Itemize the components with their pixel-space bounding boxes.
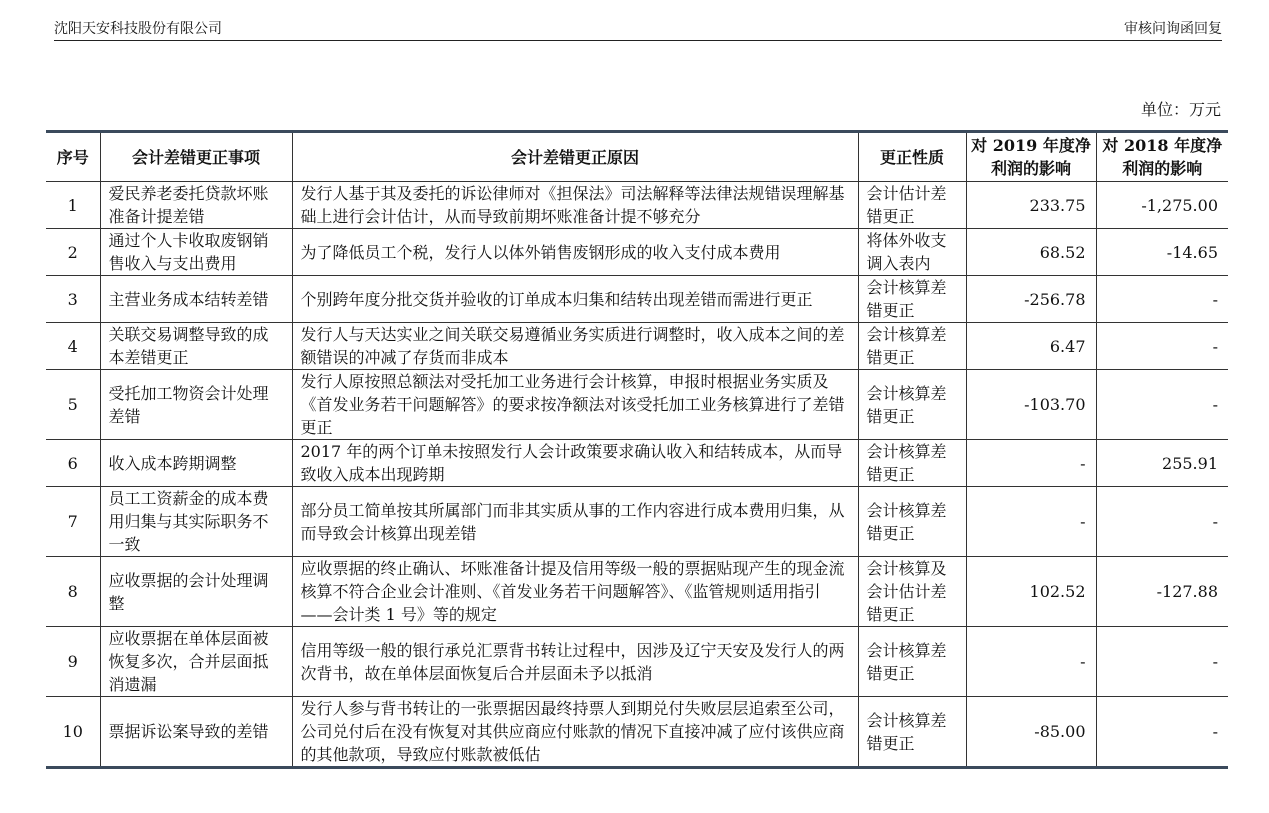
table-row bbox=[46, 323, 1228, 370]
table-row bbox=[46, 557, 1228, 627]
col-header-item: 会计差错更正事项 bbox=[100, 132, 292, 182]
col-header-reason: 会计差错更正原因 bbox=[292, 132, 858, 182]
cell-nature: 会计核算差错更正 bbox=[858, 440, 966, 487]
cell-reason: 发行人与天达实业之间关联交易遵循业务实质进行调整时，收入成本之间的差额错误的冲减了存货而非成本 bbox=[292, 323, 858, 370]
cell-reason: 发行人参与背书转让的一张票据因最终持票人到期兑付失败层层追索至公司，公司兑付后在没有恢复对其供应商应付账款的情况下直接冲减了应付该供应商的其他款项，导致应付账款被低估 bbox=[292, 697, 858, 768]
cell-item: 应收票据在单体层面被恢复多次，合并层面抵消遗漏 bbox=[100, 627, 292, 697]
cell-item: 关联交易调整导致的成本差错更正 bbox=[100, 323, 292, 370]
cell-seq: 9 bbox=[46, 627, 100, 697]
table-row bbox=[46, 697, 1228, 768]
cell-2019: - bbox=[966, 440, 1096, 487]
cell-nature: 会计核算及会计估计差错更正 bbox=[858, 557, 966, 627]
cell-2018: - bbox=[1096, 323, 1228, 370]
cell-2018: - bbox=[1096, 370, 1228, 440]
cell-reason: 个别跨年度分批交货并验收的订单成本归集和结转出现差错而需进行更正 bbox=[292, 276, 858, 323]
cell-item: 通过个人卡收取废钢销售收入与支出费用 bbox=[100, 229, 292, 276]
cell-seq: 8 bbox=[46, 557, 100, 627]
cell-item: 收入成本跨期调整 bbox=[100, 440, 292, 487]
col-header-nature: 更正性质 bbox=[858, 132, 966, 182]
table-row bbox=[46, 229, 1228, 276]
cell-2018: 255.91 bbox=[1096, 440, 1228, 487]
cell-nature: 会计核算差错更正 bbox=[858, 276, 966, 323]
company-name: 沈阳天安科技股份有限公司 bbox=[54, 21, 222, 37]
cell-reason: 应收票据的终止确认、坏账准备计提及信用等级一般的票据贴现产生的现金流核算不符合企业会计准则、《首发业务若干问题解答》、《监管规则适用指引——会计类 1 号》等的规定 bbox=[292, 557, 858, 627]
cell-seq: 4 bbox=[46, 323, 100, 370]
cell-2018: - bbox=[1096, 697, 1228, 768]
cell-nature: 将体外收支调入表内 bbox=[858, 229, 966, 276]
cell-reason: 为了降低员工个税，发行人以体外销售废钢形成的收入支付成本费用 bbox=[292, 229, 858, 276]
cell-2018: - bbox=[1096, 487, 1228, 557]
cell-reason: 2017 年的两个订单未按照发行人会计政策要求确认收入和结转成本，从而导致收入成本出现跨期 bbox=[292, 440, 858, 487]
cell-item: 爱民养老委托贷款坏账准备计提差错 bbox=[100, 182, 292, 229]
cell-nature: 会计核算差错更正 bbox=[858, 697, 966, 768]
table-row bbox=[46, 276, 1228, 323]
col-header-seq: 序号 bbox=[46, 132, 100, 182]
table-row bbox=[46, 627, 1228, 697]
cell-item: 主营业务成本结转差错 bbox=[100, 276, 292, 323]
cell-seq: 6 bbox=[46, 440, 100, 487]
cell-item: 受托加工物资会计处理差错 bbox=[100, 370, 292, 440]
cell-2019: 6.47 bbox=[966, 323, 1096, 370]
cell-nature: 会计核算差错更正 bbox=[858, 323, 966, 370]
cell-nature: 会计核算差错更正 bbox=[858, 627, 966, 697]
table-row bbox=[46, 487, 1228, 557]
cell-seq: 3 bbox=[46, 276, 100, 323]
cell-2018: - bbox=[1096, 627, 1228, 697]
correction-table bbox=[46, 130, 1228, 769]
cell-reason: 信用等级一般的银行承兑汇票背书转让过程中，因涉及辽宁天安及发行人的两次背书，故在单体层面恢复后合并层面未予以抵消 bbox=[292, 627, 858, 697]
cell-nature: 会计估计差错更正 bbox=[858, 182, 966, 229]
table-header-row bbox=[46, 132, 1228, 182]
cell-2019: - bbox=[966, 487, 1096, 557]
cell-seq: 10 bbox=[46, 697, 100, 768]
unit-label: 单位：万元 bbox=[1140, 100, 1221, 119]
table-row bbox=[46, 440, 1228, 487]
cell-2019: 68.52 bbox=[966, 229, 1096, 276]
cell-item: 员工工资薪金的成本费用归集与其实际职务不一致 bbox=[100, 487, 292, 557]
cell-seq: 1 bbox=[46, 182, 100, 229]
cell-2018: -127.88 bbox=[1096, 557, 1228, 627]
cell-item: 应收票据的会计处理调整 bbox=[100, 557, 292, 627]
document-type: 审核问询函回复 bbox=[1124, 21, 1222, 37]
col-header-2019: 对 2019 年度净利润的影响 bbox=[966, 132, 1096, 182]
cell-2019: -103.70 bbox=[966, 370, 1096, 440]
cell-item: 票据诉讼案导致的差错 bbox=[100, 697, 292, 768]
cell-2019: 233.75 bbox=[966, 182, 1096, 229]
cell-reason: 发行人原按照总额法对受托加工业务进行会计核算，申报时根据业务实质及《首发业务若干问题解答》的要求按净额法对该受托加工业务核算进行了差错更正 bbox=[292, 370, 858, 440]
table-row bbox=[46, 182, 1228, 229]
cell-seq: 2 bbox=[46, 229, 100, 276]
cell-nature: 会计核算差错更正 bbox=[858, 370, 966, 440]
cell-nature: 会计核算差错更正 bbox=[858, 487, 966, 557]
cell-2019: - bbox=[966, 627, 1096, 697]
cell-2018: - bbox=[1096, 276, 1228, 323]
cell-seq: 7 bbox=[46, 487, 100, 557]
cell-2019: -85.00 bbox=[966, 697, 1096, 768]
table-row bbox=[46, 370, 1228, 440]
col-header-2018: 对 2018 年度净利润的影响 bbox=[1096, 132, 1228, 182]
page-header bbox=[54, 14, 1222, 41]
cell-reason: 发行人基于其及委托的诉讼律师对《担保法》司法解释等法律法规错误理解基础上进行会计估计，从而导致前期坏账准备计提不够充分 bbox=[292, 182, 858, 229]
cell-2019: -256.78 bbox=[966, 276, 1096, 323]
cell-2018: -14.65 bbox=[1096, 229, 1228, 276]
cell-reason: 部分员工简单按其所属部门而非其实质从事的工作内容进行成本费用归集，从而导致会计核算出现差错 bbox=[292, 487, 858, 557]
cell-2018: -1,275.00 bbox=[1096, 182, 1228, 229]
cell-seq: 5 bbox=[46, 370, 100, 440]
cell-2019: 102.52 bbox=[966, 557, 1096, 627]
